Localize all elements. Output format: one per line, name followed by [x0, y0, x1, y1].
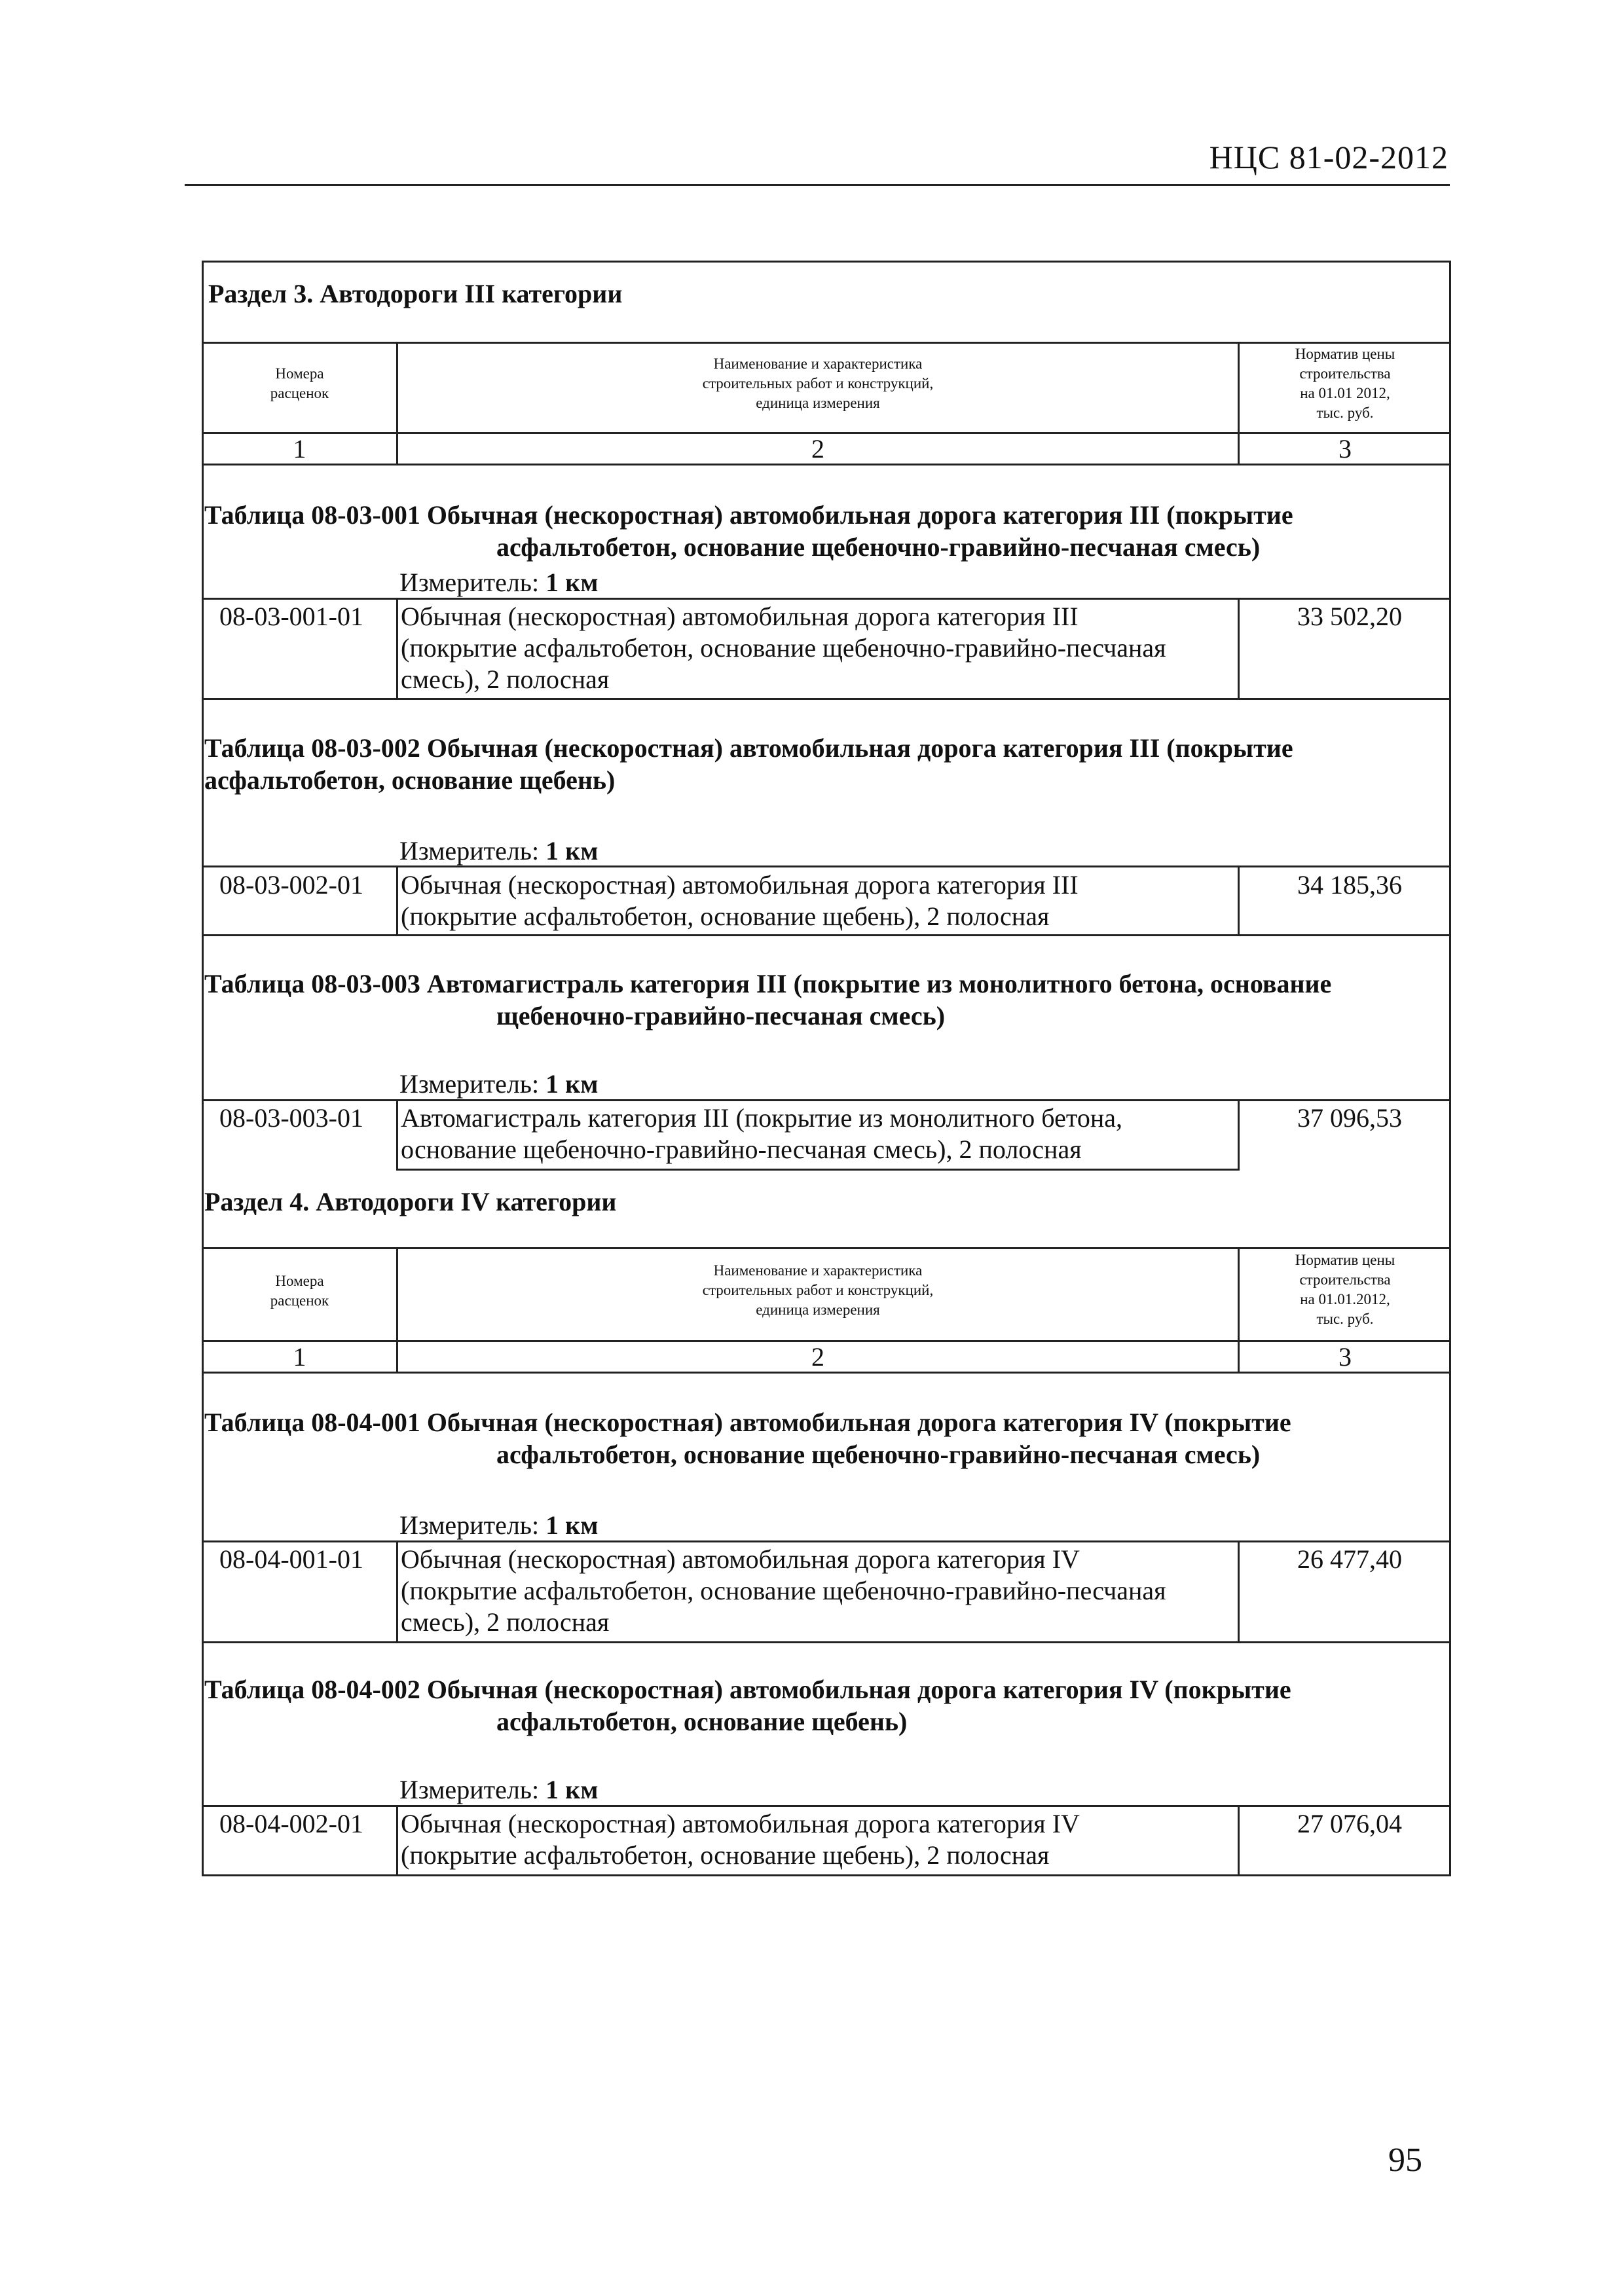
rate-price: 33 502,20 [1297, 602, 1402, 631]
rate-description: Автомагистраль категория III (покрытие из монолитного бетона, основание щебеночно-гравийно-песчаная смесь), 2 полосная [401, 1103, 1122, 1164]
section-3-header-top-rule [202, 342, 1451, 344]
section-3-title: Раздел 3. Автодороги III категории [208, 279, 623, 308]
rate-code: 08-04-002-01 [219, 1809, 363, 1838]
rate-code: 08-04-001-01 [219, 1544, 363, 1574]
table-title-cont: асфальтобетон, основание щебеночно-гравийно-песчаная смесь) [496, 532, 1261, 562]
rate-price: 34 185,36 [1297, 870, 1402, 900]
table-title: Таблица 08-04-001 Обычная (нескоростная) автомобильная дорога категория IV (покрытие [204, 1408, 1291, 1437]
rate-code: 08-03-002-01 [219, 870, 363, 900]
column-number-3: 3 [1338, 434, 1352, 464]
column-number-2: 2 [811, 1342, 824, 1372]
rate-code: 08-03-001-01 [219, 602, 363, 631]
rate-description: Обычная (нескоростная) автомобильная дорога категория IV (покрытие асфальтобетон, основание щебеночно-гравийно-песчаная смесь), 2 полосная [401, 1544, 1166, 1637]
section-3-header-mid-rule [202, 432, 1451, 434]
code-column-header: Номера расценок [270, 1273, 329, 1309]
column-number-1: 1 [293, 1342, 306, 1372]
header-rule [185, 184, 1450, 186]
row-col-divider-1 [396, 1540, 398, 1641]
section-4-header-top-rule [202, 1247, 1451, 1249]
price-column-header: Норматив цены строительства на 01.01 2012, тыс. руб. [1295, 346, 1395, 421]
row-top-rule [202, 1540, 1451, 1542]
row-bottom-rule [396, 1169, 1240, 1171]
price-column-header: Норматив цены строительства на 01.01.2012, тыс. руб. [1295, 1252, 1395, 1327]
rate-price: 37 096,53 [1297, 1103, 1402, 1133]
row-col-divider-1 [396, 866, 398, 934]
measure-unit: Измеритель: 1 км [399, 1775, 599, 1804]
section-4-header-mid-rule [202, 1340, 1451, 1342]
column-number-2: 2 [811, 434, 824, 464]
row-col-divider-1 [396, 1099, 398, 1169]
row-bottom-rule [202, 698, 1451, 700]
row-top-rule [202, 866, 1451, 867]
measure-unit: Измеритель: 1 км [399, 836, 599, 866]
rate-description: Обычная (нескоростная) автомобильная дорога категория III (покрытие асфальтобетон, основание щебеночно-гравийно-песчаная смесь), 2 полосная [401, 602, 1166, 694]
table-title-cont: асфальтобетон, основание щебень) [204, 765, 616, 795]
table-title: Таблица 08-04-002 Обычная (нескоростная) автомобильная дорога категория IV (покрытие [204, 1675, 1291, 1704]
name-column-header: Наименование и характеристика строительных работ и конструкций, единица измерения [702, 1262, 934, 1318]
measure-unit: Измеритель: 1 км [399, 568, 599, 597]
row-top-rule [202, 598, 1451, 600]
rate-price: 26 477,40 [1297, 1544, 1402, 1574]
rate-code: 08-03-003-01 [219, 1103, 363, 1133]
section-4-title: Раздел 4. Автодороги IV категории [204, 1187, 617, 1216]
row-bottom-rule [202, 1641, 1451, 1643]
row-top-rule [202, 1099, 1451, 1101]
table-title-cont: щебеночно-гравийно-песчаная смесь) [496, 1001, 946, 1030]
row-top-rule [202, 1805, 1451, 1807]
row-bottom-rule [202, 934, 1451, 936]
measure-unit: Измеритель: 1 км [399, 1069, 599, 1099]
table-title: Таблица 08-03-003 Автомагистраль категория III (покрытие из монолитного бетона, основание [204, 969, 1332, 998]
document-code: НЦС 81-02-2012 [1209, 139, 1449, 175]
column-number-1: 1 [293, 434, 306, 464]
rate-description: Обычная (нескоростная) автомобильная дорога категория IV (покрытие асфальтобетон, основание щебень), 2 полосная [401, 1809, 1080, 1870]
rate-description: Обычная (нескоростная) автомобильная дорога категория III (покрытие асфальтобетон, основание щебень), 2 полосная [401, 870, 1079, 931]
column-number-3: 3 [1338, 1342, 1352, 1372]
rate-price: 27 076,04 [1297, 1809, 1402, 1838]
measure-unit: Измеритель: 1 км [399, 1510, 599, 1540]
section-4-header-bottom-rule [202, 1372, 1451, 1374]
section-3-header-bottom-rule [202, 464, 1451, 465]
table-title-cont: асфальтобетон, основание щебеночно-гравийно-песчаная смесь) [496, 1440, 1261, 1469]
row-col-divider-1 [396, 1805, 398, 1874]
page-number: 95 [1388, 2141, 1422, 2179]
row-col-divider-1 [396, 598, 398, 698]
code-column-header: Номера расценок [270, 365, 329, 401]
table-title: Таблица 08-03-001 Обычная (нескоростная) автомобильная дорога категория III (покрытие [204, 500, 1293, 530]
table-title-cont: асфальтобетон, основание щебень) [496, 1707, 908, 1736]
name-column-header: Наименование и характеристика строительных работ и конструкций, единица измерения [702, 355, 934, 411]
table-title: Таблица 08-03-002 Обычная (нескоростная) автомобильная дорога категория III (покрытие [204, 733, 1293, 763]
